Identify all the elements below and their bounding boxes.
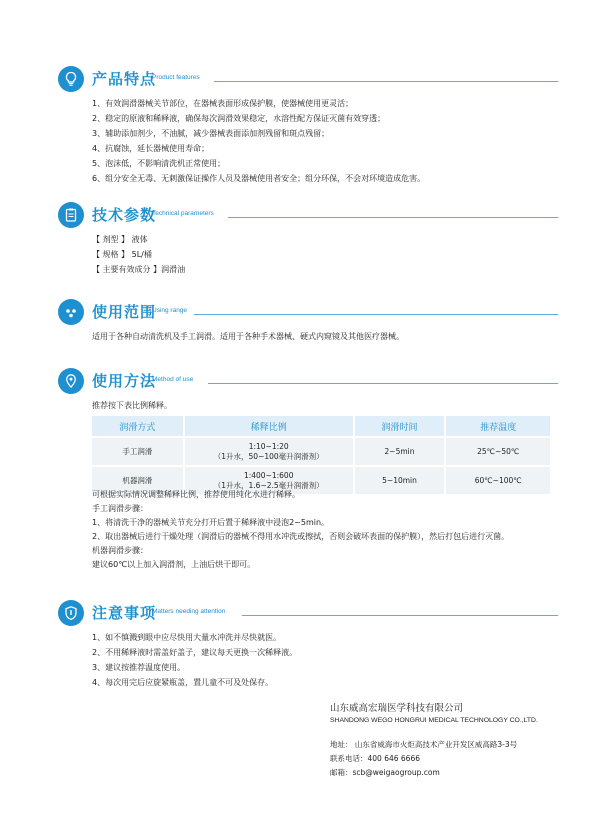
- note-line: 手工润滑步骤：: [92, 504, 148, 513]
- company-info: [330, 700, 600, 780]
- section-title-cn: 使用方法: [92, 372, 157, 390]
- note-line: 建议60℃以上加入润滑剂，上油后烘干即可。: [92, 560, 256, 569]
- table-cell: 5~10min: [354, 466, 446, 494]
- lightbulb-icon: [58, 66, 84, 92]
- dilution-table: [92, 416, 552, 494]
- usage-method-intro: [92, 398, 562, 413]
- table-cell: 25℃~50℃: [445, 437, 551, 466]
- section-header-precautions: [58, 600, 558, 630]
- ratio-value: 1:400~1:600: [243, 470, 294, 480]
- dots-icon: [58, 299, 84, 325]
- usage-range-text: [92, 329, 562, 344]
- usage-method-notes: [92, 488, 562, 572]
- section-header-technical: [58, 202, 558, 232]
- paragraph: 适用于各种自动清洗机及手工润滑。适用于各种手术器械、硬式内窥镜及其他医疗器械。: [92, 332, 404, 341]
- section-title-cn: 注意事项: [92, 604, 157, 622]
- section-header-features: [58, 66, 558, 96]
- list-item: 4、每次用完后应旋紧瓶盖，置儿童不可及处保存。: [92, 678, 274, 687]
- list-item: 【 剂型 】 液体: [92, 235, 148, 244]
- ratio-detail: （1升水，50~100毫升润滑剂）: [213, 451, 324, 461]
- section-divider: [228, 217, 558, 218]
- note-line: 机器润滑步骤：: [92, 546, 148, 555]
- precautions-list: [92, 630, 562, 690]
- list-item: 6、组分安全无毒、无刺激保证操作人员及器械使用者安全；组分环保，不会对环境造成危害。: [92, 174, 426, 183]
- table-cell: 60℃~100℃: [445, 466, 551, 494]
- table-cell: 机器润滑: [92, 466, 184, 494]
- table-cell: 2~5min: [354, 437, 446, 466]
- company-name-cn: 山东威高宏瑞医学科技有限公司: [330, 703, 464, 714]
- section-title-en: Using range: [152, 307, 188, 314]
- company-email: 邮箱：scb@weigaogroup.com: [330, 768, 440, 777]
- note-line: 2、取出器械后进行干燥处理（润滑后的器械不得用水冲洗或擦拭，否则会破坏表面的保护膜），然后打包后进行灭菌。: [92, 532, 510, 541]
- table-header-row: [92, 416, 551, 437]
- note-line: 可根据实际情况调整稀释比例，推荐使用纯化水进行稀释。: [92, 490, 300, 499]
- table-cell: [184, 437, 354, 466]
- table-header: 稀释比例: [184, 416, 354, 437]
- list-item: 3、辅助添加剂少，不油腻，减少器械表面添加剂残留和斑点残留；: [92, 129, 330, 138]
- ratio-detail: （1升水，1.6~2.5毫升润滑剂）: [213, 480, 324, 490]
- company-name-en: SHANDONG WEGO HONGRUI MEDICAL TECHNOLOGY CO.,LTD.: [330, 717, 538, 724]
- section-title-en: Technical parameters: [152, 210, 214, 217]
- company-address: 地址： 山东省威海市火炬高技术产业开发区威高路3-3号: [330, 740, 518, 749]
- list-item: 【 主要有效成分 】润滑油: [92, 265, 186, 274]
- location-pin-icon: [58, 368, 84, 394]
- list-item: 2、稳定的原液和稀释液，确保每次润滑效果稳定，水溶性配方保证灭菌有效穿透；: [92, 114, 386, 123]
- list-item: 1、有效润滑器械关节部位，在器械表面形成保护膜，使器械使用更灵活；: [92, 99, 354, 108]
- section-divider: [242, 615, 558, 616]
- company-phone: 联系电话：400 646 6666: [330, 754, 420, 763]
- table-cell: 手工润滑: [92, 437, 184, 466]
- section-divider: [214, 81, 558, 82]
- section-title-en: Method of use: [152, 376, 194, 383]
- shield-icon: [58, 600, 84, 626]
- list-item: 1、如不慎溅到眼中应尽快用大量水冲洗并尽快就医。: [92, 633, 282, 642]
- list-item: 5、泡沫低，不影响清洗机正常使用；: [92, 159, 226, 168]
- list-item: 【 规格 】 5L/桶: [92, 250, 152, 259]
- section-divider: [208, 383, 558, 384]
- section-title-cn: 使用范围: [92, 303, 157, 321]
- table-row: [92, 437, 551, 466]
- section-header-usage-range: [58, 299, 558, 329]
- list-item: 4、抗腐蚀，延长器械使用寿命；: [92, 144, 210, 153]
- table-header: 润滑方式: [92, 416, 184, 437]
- list-item: 2、不用稀释液时需盖好盖子，建议每天更换一次稀释液。: [92, 648, 298, 657]
- section-title-cn: 技术参数: [92, 206, 157, 224]
- section-title-en: Product features: [152, 74, 200, 81]
- note-line: 1、将清洗干净的器械关节充分打开后置于稀释液中浸泡2~5min。: [92, 518, 330, 527]
- section-title-cn: 产品特点: [92, 70, 157, 88]
- table-header: 润滑时间: [354, 416, 446, 437]
- features-list: [92, 96, 562, 186]
- list-item: 3、建议按推荐温度使用。: [92, 663, 186, 672]
- technical-list: [92, 232, 562, 277]
- table-header: 推荐温度: [445, 416, 551, 437]
- paragraph: 推荐按下表比例稀释。: [92, 401, 172, 410]
- section-divider: [194, 314, 558, 315]
- clipboard-icon: [58, 202, 84, 228]
- section-header-usage-method: [58, 368, 558, 398]
- ratio-value: 1:10~1:20: [248, 441, 289, 451]
- section-title-en: Matters needing attention: [152, 608, 226, 615]
